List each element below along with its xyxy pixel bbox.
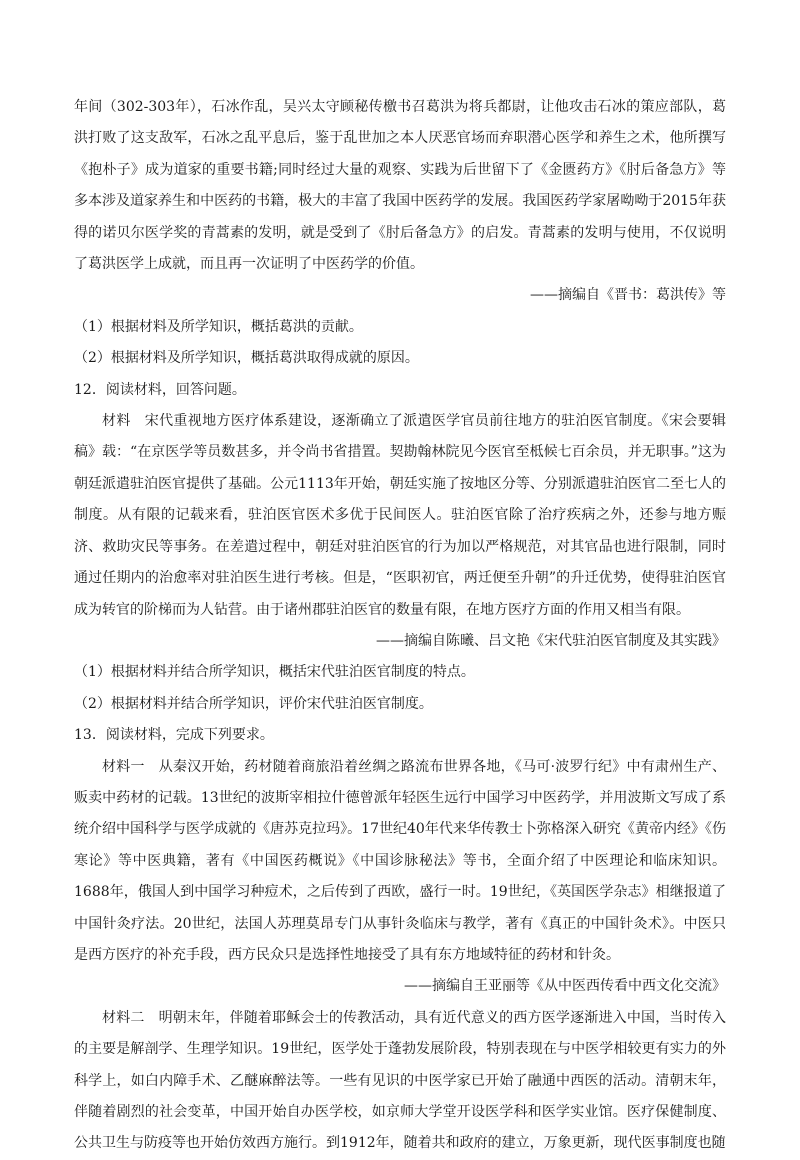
q12-subquestion-2: （2）根据材料并结合所学知识，评价宋代驻泊医官制度。: [74, 695, 433, 712]
q12-passage: [74, 406, 726, 626]
q12-heading: 12．阅读材料，回答问题。: [74, 381, 246, 398]
q13-heading: 13．阅读材料，完成下列要求。: [74, 727, 274, 744]
q13-material-1-source: ——摘编自王亚丽等《从中医西传看中西文化交流》: [404, 978, 726, 995]
q11-passage: 年间（302-303年），石冰作乱，吴兴太守顾秘传檄书召葛洪为将兵都尉，让他攻击石冰的策应部队，葛洪打败了这支敌军，石冰之乱平息后，鉴于乱世加之本人厌恶官场而弃职潜心医学和养生之术，他所撰写《抱朴子》成为道家的重要书籍;同时经过大量的观察、实践为后世留下了《金匮药方》《肘后备急方》等多本涉及道家养生和中医药的书籍，极大的丰富了我国中医药学的发展。我国医药学家屠呦呦于2015年获得的诺贝尔医学奖的青蒿素的发明，就是受到了《肘后备急方》的启发。青蒿素的发明与使用，不仅说明了葛洪医学上成就，而且再一次证明了中医药学的价值。: [74, 99, 726, 273]
q12-material-label: 材料: [102, 413, 131, 430]
q13-material-1-body: 从秦汉开始，药材随着商旅沿着丝绸之路流布世界各地，《马可·波罗行纪》中有肃州生产、贩卖中药材的记载。13世纪的波斯宰相拉什德曾派年轻医生远行中国学习中医药学，并用波斯文写成了系统介绍中国科学与医学成就的《唐苏克拉玛》。17世纪40年代来华传教士卜弥格深入研究《黄帝内经》《伤寒论》等中医典籍，著有《中国医药概说》《中国诊脉秘法》等书，全面介绍了中医理论和临床知识。1688年，俄国人到中国学习种痘术，之后传到了西欧，盛行一时。19世纪，《英国医学杂志》相继报道了中国针灸疗法。20世纪，法国人苏理莫昂专门从事针灸临床与教学，著有《真正的中国针灸术》。中医只是西方医疗的补充手段，西方民众只是选择性地接受了具有东方地域特征的药材和针灸。: [74, 758, 727, 963]
q12-material-body: 宋代重视地方医疗体系建设，逐渐确立了派遣医学官员前往地方的驻泊医官制度。《宋会要辑稿》载：“在京医学等员数甚多，并令尚书省措置。契勘翰林院见今医官至柢候七百余员，并无职事。”这为朝廷派遣驻泊医官提供了基础。公元1113年开始，朝廷实施了按地区分等、分别派遣驻泊医官二至七人的制度。从有限的记载来看，驻泊医官医术多优于民间医人。驻泊医官除了治疗疾病之外，还参与地方赈济、救助灾民等事务。在差遣过程中，朝廷对驻泊医官的行为加以严格规范，对其官品也进行限制，同时通过任期内的治愈率对驻泊医生进行考核。但是，“医职初官，两迁便至升朝”的升迁优势，使得驻泊医官成为转官的阶梯而为人钻营。由于诸州郡驻泊医官的数量有限，在地方医疗方面的作用又相当有限。: [74, 413, 727, 618]
q12-subquestion-1: （1）根据材料并结合所学知识，概括宋代驻泊医官制度的特点。: [74, 664, 475, 681]
q13-material-2-body: 明朝末年，伴随着耶稣会士的传教活动，具有近代意义的西方医学逐渐进入中国，当时传入的主要是解剖学、生理学知识。19世纪，医学处于蓬勃发展阶段，特别表现在与中医学相较更有实力的外科学上，如白内障手术、乙醚麻醉法等。一些有见识的中医学家已开始了融通中西医的活动。清朝末年，伴随着剧烈的社会变革，中国开始自办医学校，如京师大学堂开设医学科和医学实业馆。医疗保健制度、公共卫生与防疫等也开始仿效西方施行。到1912年，随着共和政府的建立，万象更新，现代医事制度也随: [74, 1009, 727, 1152]
q11-source: ——摘编自《晋书：葛洪传》等: [530, 287, 726, 304]
q12-source: ——摘编自陈曦、吕文艳《宋代驻泊医官制度及其实践》: [376, 632, 726, 649]
q11-subquestion-2: （2）根据材料及所学知识，概括葛洪取得成就的原因。: [74, 350, 419, 367]
q13-material-2: [74, 1003, 726, 1160]
q13-material-2-label: 材料二: [102, 1009, 145, 1026]
q13-material-1-label: 材料一: [102, 758, 145, 775]
q13-material-1: [74, 752, 726, 972]
q11-subquestion-1: （1）根据材料及所学知识，概括葛洪的贡献。: [74, 318, 363, 335]
document-page: [74, 92, 726, 1160]
